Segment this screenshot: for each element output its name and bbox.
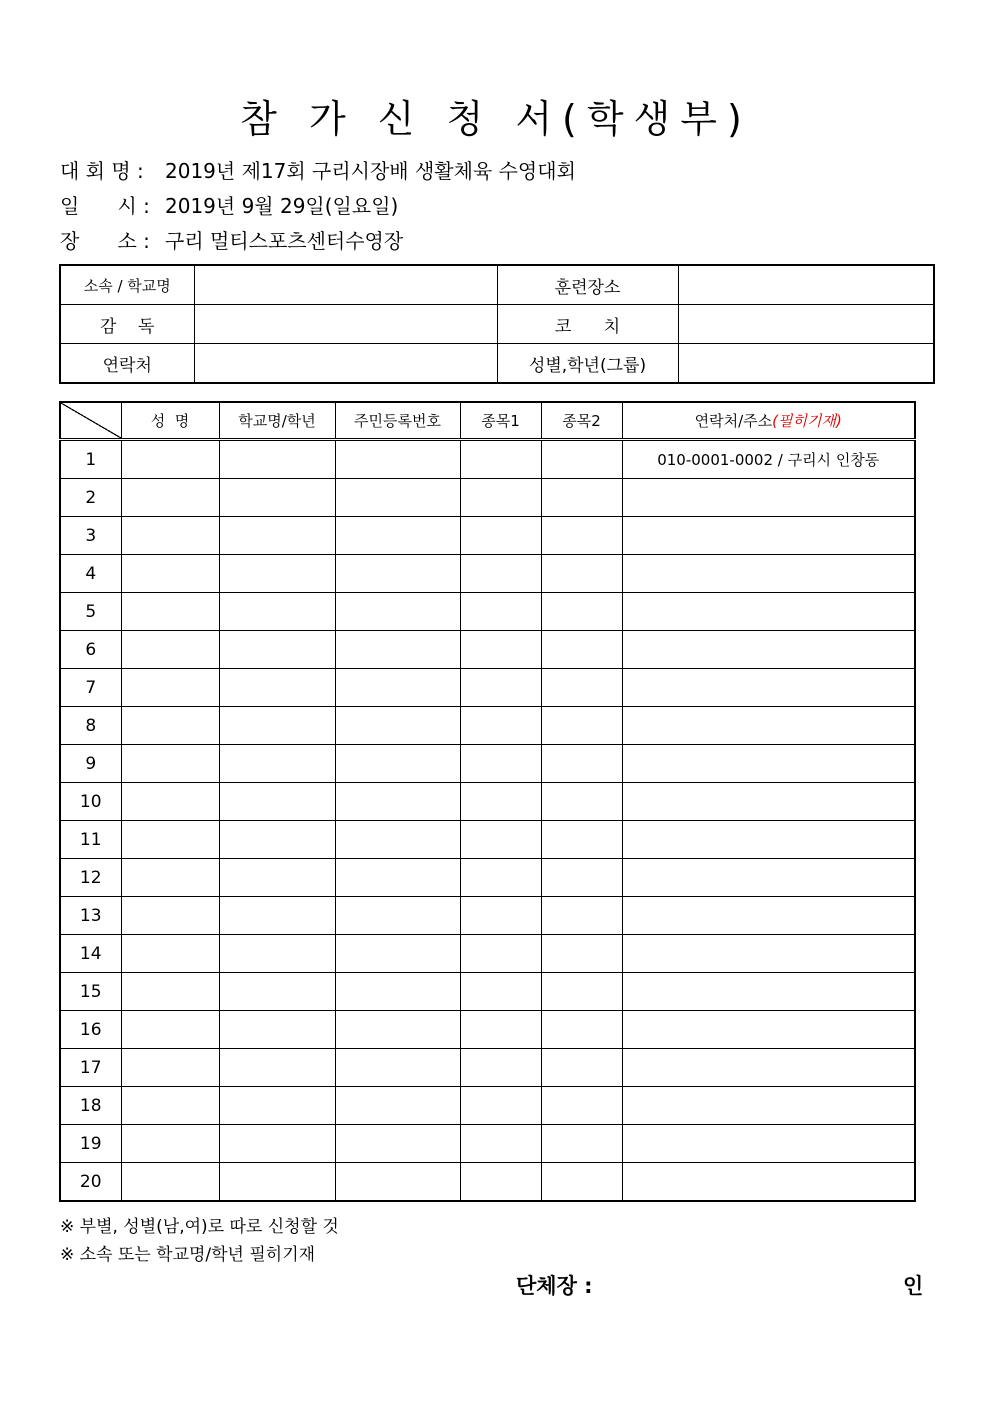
event1-cell[interactable] [460,1163,541,1202]
school-grade-cell[interactable] [219,897,335,935]
school-grade-cell[interactable] [219,479,335,517]
event2-cell[interactable] [541,440,622,479]
table-row [60,897,915,935]
resident-no-cell[interactable] [335,669,460,707]
info-label: 일 시 : [60,194,150,218]
contact-cell[interactable] [622,783,915,821]
school-grade-cell[interactable] [219,669,335,707]
col-contact-address [622,402,915,440]
event1-cell[interactable] [460,593,541,631]
row-number: 3 [60,517,121,555]
school-grade-cell[interactable] [219,1163,335,1202]
col-school-grade: 학교명/학년 [219,402,335,440]
resident-no-cell[interactable] [335,973,460,1011]
event1-cell[interactable] [460,1049,541,1087]
coach-field[interactable] [678,305,934,344]
school-grade-cell[interactable] [219,859,335,897]
resident-no-cell[interactable] [335,517,460,555]
table-row [60,1011,915,1049]
table-row [60,973,915,1011]
table-row [60,631,915,669]
contact-cell[interactable] [622,973,915,1011]
required-note: (필히기재) [772,412,842,430]
table-row [60,707,915,745]
event2-cell[interactable] [541,745,622,783]
name-cell[interactable] [121,555,219,593]
name-cell[interactable] [121,593,219,631]
name-cell[interactable] [121,1087,219,1125]
event1-cell[interactable] [460,935,541,973]
contact-cell[interactable] [622,593,915,631]
resident-no-cell[interactable] [335,897,460,935]
event1-cell[interactable] [460,479,541,517]
event2-cell[interactable] [541,707,622,745]
row-number: 2 [60,479,121,517]
row-number: 9 [60,745,121,783]
contact-cell[interactable] [622,555,915,593]
school-grade-cell[interactable] [219,1011,335,1049]
resident-no-cell[interactable] [335,479,460,517]
table-row [60,1049,915,1087]
resident-no-cell[interactable] [335,593,460,631]
resident-no-cell[interactable] [335,821,460,859]
row-number: 1 [60,440,121,479]
name-cell[interactable] [121,745,219,783]
row-number: 7 [60,669,121,707]
contact-cell[interactable] [622,859,915,897]
info-place [60,225,403,254]
info-label: 장 소 : [60,229,150,253]
col-resident-no: 주민등록번호 [335,402,460,440]
table-row [60,669,915,707]
row-number: 20 [60,1163,121,1202]
resident-no-cell[interactable] [335,1087,460,1125]
event1-cell[interactable] [460,821,541,859]
row-number: 18 [60,1087,121,1125]
contact-cell[interactable] [622,1125,915,1163]
table-row [60,479,915,517]
event1-cell[interactable] [460,897,541,935]
col-name: 성 명 [121,402,219,440]
name-cell[interactable] [121,1049,219,1087]
contact-cell[interactable] [622,1049,915,1087]
row-number: 6 [60,631,121,669]
name-cell[interactable] [121,631,219,669]
resident-no-cell[interactable] [335,745,460,783]
school-grade-cell[interactable] [219,1049,335,1087]
row-number: 4 [60,555,121,593]
table-row [60,935,915,973]
contact-cell[interactable]: 010-0001-0002 / 구리시 인창동 [622,440,915,479]
resident-no-cell[interactable] [335,859,460,897]
name-cell[interactable] [121,1011,219,1049]
gender-grade-label: 성별,학년(그룹) [497,344,678,384]
event1-cell[interactable] [460,669,541,707]
event2-cell[interactable] [541,859,622,897]
table-row [60,1087,915,1125]
event2-cell[interactable] [541,631,622,669]
row-number: 10 [60,783,121,821]
name-cell[interactable] [121,935,219,973]
row-number: 15 [60,973,121,1011]
table-row [60,440,915,479]
resident-no-cell[interactable] [335,1125,460,1163]
row-number: 13 [60,897,121,935]
resident-no-cell[interactable] [335,1049,460,1087]
row-number: 5 [60,593,121,631]
director-field[interactable] [194,305,497,344]
resident-no-cell[interactable] [335,707,460,745]
school-grade-cell[interactable] [219,707,335,745]
event2-cell[interactable] [541,897,622,935]
affiliation-field[interactable] [194,265,497,305]
name-cell[interactable] [121,973,219,1011]
info-value: 구리 멀티스포츠센터수영장 [165,229,404,253]
entry-table-header [60,402,915,440]
school-grade-cell[interactable] [219,935,335,973]
contact-cell[interactable] [622,1163,915,1202]
contact-cell[interactable] [622,821,915,859]
resident-no-cell[interactable] [335,440,460,479]
name-cell[interactable] [121,821,219,859]
event2-cell[interactable] [541,479,622,517]
name-cell[interactable] [121,859,219,897]
team-info-table [59,264,935,384]
corner-cell [60,402,121,440]
event2-cell[interactable] [541,555,622,593]
name-cell[interactable] [121,707,219,745]
name-cell[interactable] [121,517,219,555]
seal-mark: 인 [903,1274,924,1298]
event1-cell[interactable] [460,745,541,783]
resident-no-cell[interactable] [335,1163,460,1202]
contact-cell[interactable] [622,707,915,745]
school-grade-cell[interactable] [219,555,335,593]
school-grade-cell[interactable] [219,593,335,631]
name-cell[interactable] [121,783,219,821]
contact-cell[interactable] [622,631,915,669]
event1-cell[interactable] [460,973,541,1011]
event2-cell[interactable] [541,517,622,555]
school-grade-cell[interactable] [219,745,335,783]
affiliation-label: 소속 / 학교명 [60,265,194,305]
table-row [60,859,915,897]
school-grade-cell[interactable] [219,1087,335,1125]
info-date [60,190,398,219]
event1-cell[interactable] [460,1011,541,1049]
row-number: 8 [60,707,121,745]
row-number: 17 [60,1049,121,1087]
contact-label: 연락처 [60,344,194,384]
resident-no-cell[interactable] [335,1011,460,1049]
note-2: ※ 소속 또는 학교명/학년 필히기재 [60,1245,316,1265]
school-grade-cell[interactable] [219,783,335,821]
table-row [60,517,915,555]
col-event1: 종목1 [460,402,541,440]
event1-cell[interactable] [460,1087,541,1125]
table-row [60,745,915,783]
training-place-field[interactable] [678,265,934,305]
table-row [60,1125,915,1163]
event2-cell[interactable] [541,1049,622,1087]
resident-no-cell[interactable] [335,783,460,821]
event2-cell[interactable] [541,669,622,707]
event1-cell[interactable] [460,859,541,897]
director-label: 감 독 [60,305,194,344]
row-number: 19 [60,1125,121,1163]
name-cell[interactable] [121,1163,219,1202]
info-competition [60,155,576,184]
table-row [60,1163,915,1202]
event1-cell[interactable] [460,440,541,479]
event2-cell[interactable] [541,1125,622,1163]
info-value: 2019년 제17회 구리시장배 생활체육 수영대회 [165,159,576,183]
training-place-label: 훈련장소 [497,265,678,305]
table-row [60,593,915,631]
row-number: 12 [60,859,121,897]
contact-cell[interactable] [622,1087,915,1125]
contact-cell[interactable] [622,897,915,935]
event2-cell[interactable] [541,783,622,821]
event1-cell[interactable] [460,783,541,821]
name-cell[interactable] [121,440,219,479]
info-value: 2019년 9월 29일(일요일) [165,194,399,218]
event2-cell[interactable] [541,935,622,973]
event2-cell[interactable] [541,593,622,631]
resident-no-cell[interactable] [335,935,460,973]
event1-cell[interactable] [460,707,541,745]
contact-cell[interactable] [622,669,915,707]
school-grade-cell[interactable] [219,1125,335,1163]
contact-cell[interactable] [622,479,915,517]
contact-cell[interactable] [622,1011,915,1049]
form-title: 참 가 신 청 서(학생부) [240,97,752,141]
school-grade-cell[interactable] [219,631,335,669]
contact-field[interactable] [194,344,497,384]
table-row [60,783,915,821]
event2-cell[interactable] [541,1011,622,1049]
event2-cell[interactable] [541,1163,622,1202]
school-grade-cell[interactable] [219,821,335,859]
contact-cell[interactable] [622,745,915,783]
col-event2: 종목2 [541,402,622,440]
resident-no-cell[interactable] [335,555,460,593]
row-number: 16 [60,1011,121,1049]
event1-cell[interactable] [460,555,541,593]
col-contact-address-label: 연락처/주소 [694,412,773,430]
contact-cell[interactable] [622,517,915,555]
name-cell[interactable] [121,669,219,707]
info-label: 대 회 명 : [60,159,144,183]
note-1: ※ 부별, 성별(남,여)로 따로 신청할 것 [60,1217,339,1237]
school-grade-cell[interactable] [219,440,335,479]
event1-cell[interactable] [460,631,541,669]
row-number: 11 [60,821,121,859]
school-grade-cell[interactable] [219,973,335,1011]
coach-label: 코 치 [497,305,678,344]
event1-cell[interactable] [460,1125,541,1163]
name-cell[interactable] [121,479,219,517]
event2-cell[interactable] [541,821,622,859]
row-number: 14 [60,935,121,973]
resident-no-cell[interactable] [335,631,460,669]
name-cell[interactable] [121,1125,219,1163]
table-row [60,555,915,593]
school-grade-cell[interactable] [219,517,335,555]
name-cell[interactable] [121,897,219,935]
contact-cell[interactable] [622,935,915,973]
signature-label: 단체장 : [516,1274,593,1298]
event2-cell[interactable] [541,973,622,1011]
table-row [60,821,915,859]
event2-cell[interactable] [541,1087,622,1125]
event1-cell[interactable] [460,517,541,555]
entry-table [59,401,916,1202]
gender-grade-field[interactable] [678,344,934,384]
